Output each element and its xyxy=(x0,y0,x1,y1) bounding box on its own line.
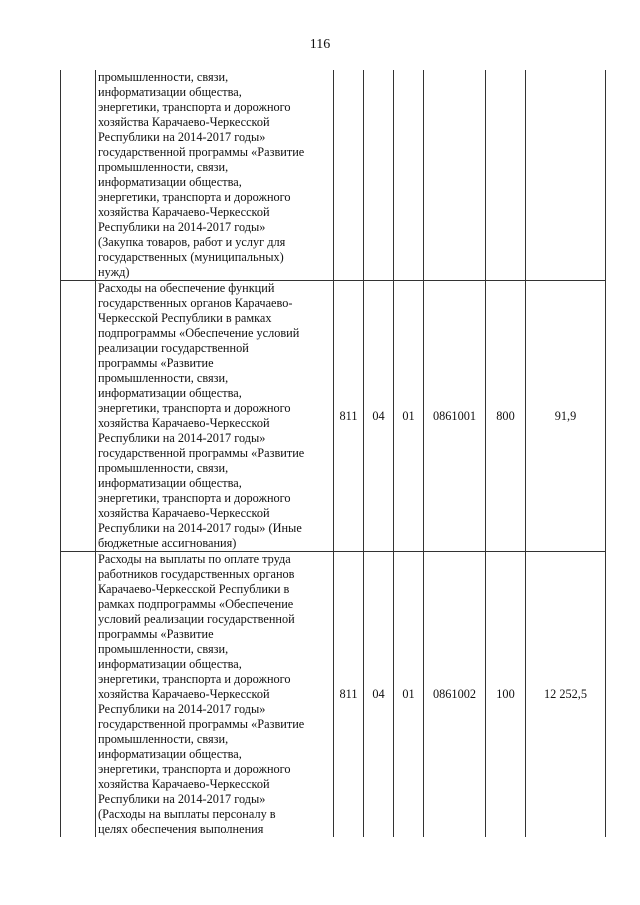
description-line: энергетики, транспорта и дорожного xyxy=(98,100,291,114)
description-line: государственных (муниципальных) xyxy=(98,250,284,264)
description-line: рамках подпрограммы «Обеспечение xyxy=(98,597,294,611)
description-line: информатизации общества, xyxy=(98,476,242,490)
table-row xyxy=(61,281,606,552)
page-number: 116 xyxy=(309,37,331,52)
description-line: энергетики, транспорта и дорожного xyxy=(98,762,291,776)
amount-cell: 91,9 xyxy=(526,281,606,552)
description-cell xyxy=(96,552,334,838)
description-line: информатизации общества, xyxy=(98,386,242,400)
description-line: хозяйства Карачаево-Черкесской xyxy=(98,506,270,520)
budget-table xyxy=(60,70,606,837)
description-line: Расходы на выплаты по оплате труда xyxy=(98,552,291,566)
target-article-cell: 0861002 xyxy=(424,552,486,838)
description-line: промышленности, связи, xyxy=(98,70,229,84)
ministry-code-cell: 811 xyxy=(334,281,364,552)
table-body xyxy=(61,70,606,837)
description-line: работников государственных органов xyxy=(98,567,295,581)
description-line: подпрограммы «Обеспечение условий xyxy=(98,326,300,340)
description-line: энергетики, транспорта и дорожного xyxy=(98,401,291,415)
description-cell xyxy=(96,70,334,281)
description-line: промышленности, связи, xyxy=(98,732,229,746)
description-line: хозяйства Карачаево-Черкесской xyxy=(98,416,270,430)
description-line: программы «Развитие xyxy=(98,627,214,641)
section-code-cell: 04 xyxy=(364,552,394,838)
description-line: промышленности, связи, xyxy=(98,642,229,656)
subsection-code-cell xyxy=(394,70,424,281)
description-line: Республики на 2014-2017 годы» xyxy=(98,431,266,445)
target-article-cell xyxy=(424,70,486,281)
description-line: энергетики, транспорта и дорожного xyxy=(98,491,291,505)
description-line: энергетики, транспорта и дорожного xyxy=(98,190,291,204)
expense-type-cell xyxy=(486,70,526,281)
description-line: промышленности, связи, xyxy=(98,160,229,174)
expense-type-cell: 100 xyxy=(486,552,526,838)
description-line: Черкесской Республики в рамках xyxy=(98,311,272,325)
amount-cell xyxy=(526,70,606,281)
description-line: государственных органов Карачаево- xyxy=(98,296,293,310)
subsection-code-cell: 01 xyxy=(394,552,424,838)
target-article-cell: 0861001 xyxy=(424,281,486,552)
description-line: целях обеспечения выполнения xyxy=(98,822,264,836)
description-line: Республики на 2014-2017 годы» xyxy=(98,220,266,234)
description-line: условий реализации государственной xyxy=(98,612,295,626)
description-line: Республики на 2014-2017 годы» xyxy=(98,130,266,144)
description-line: промышленности, связи, xyxy=(98,461,229,475)
amount-cell: 12 252,5 xyxy=(526,552,606,838)
description-line: государственной программы «Развитие xyxy=(98,446,305,460)
description-line: Республики на 2014-2017 годы» (Иные xyxy=(98,521,302,535)
description-line: нужд) xyxy=(98,265,130,279)
expense-type-cell: 800 xyxy=(486,281,526,552)
section-code-cell xyxy=(364,70,394,281)
description-line: Расходы на обеспечение функций xyxy=(98,281,275,295)
description-line: реализации государственной xyxy=(98,341,249,355)
description-cell xyxy=(96,281,334,552)
ministry-code-cell xyxy=(334,70,364,281)
section-code-cell: 04 xyxy=(364,281,394,552)
description-line: государственной программы «Развитие xyxy=(98,717,305,731)
description-line: бюджетные ассигнования) xyxy=(98,536,237,550)
table-row xyxy=(61,552,606,838)
description-line: промышленности, связи, xyxy=(98,371,229,385)
description-line: энергетики, транспорта и дорожного xyxy=(98,672,291,686)
subsection-code-cell: 01 xyxy=(394,281,424,552)
row-number-cell xyxy=(61,281,96,552)
description-line: информатизации общества, xyxy=(98,175,242,189)
table-row xyxy=(61,70,606,281)
description-line: информатизации общества, xyxy=(98,657,242,671)
description-line: информатизации общества, xyxy=(98,747,242,761)
description-line: хозяйства Карачаево-Черкесской xyxy=(98,687,270,701)
description-line: Республики на 2014-2017 годы» xyxy=(98,702,266,716)
description-line: хозяйства Карачаево-Черкесской xyxy=(98,115,270,129)
description-line: Республики на 2014-2017 годы» xyxy=(98,792,266,806)
description-line: государственной программы «Развитие xyxy=(98,145,305,159)
description-line: (Закупка товаров, работ и услуг для xyxy=(98,235,286,249)
description-line: информатизации общества, xyxy=(98,85,242,99)
description-line: хозяйства Карачаево-Черкесской xyxy=(98,777,270,791)
ministry-code-cell: 811 xyxy=(334,552,364,838)
row-number-cell xyxy=(61,552,96,838)
row-number-cell xyxy=(61,70,96,281)
description-line: Карачаево-Черкесской Республики в xyxy=(98,582,290,596)
description-line: хозяйства Карачаево-Черкесской xyxy=(98,205,270,219)
description-line: (Расходы на выплаты персоналу в xyxy=(98,807,276,821)
description-line: программы «Развитие xyxy=(98,356,214,370)
